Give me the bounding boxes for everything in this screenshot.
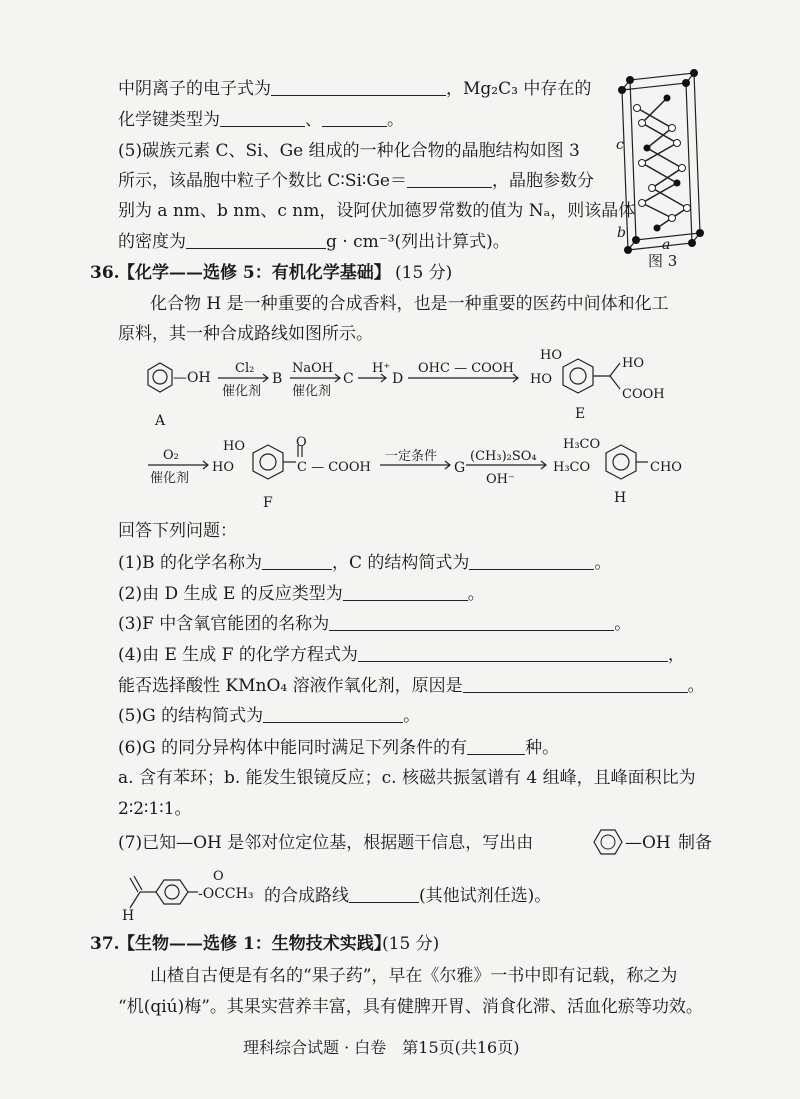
q35-line-1: 中阴离子的电子式为 ，Mg₂C₃ 中存在的	[118, 79, 592, 99]
answer-blank	[262, 553, 332, 570]
q37-para-1: 山楂自古便是有名的“果子药”，早在《尔雅》一书中即有记载，称之为	[150, 966, 678, 986]
scheme-H-cho: CHO	[650, 460, 682, 475]
scheme-catalyst-1: 催化剂	[222, 384, 262, 399]
q36-number: 36.	[90, 263, 120, 283]
scheme-me2so4: (CH₃)₂SO₄	[470, 449, 537, 464]
scheme-B: B	[272, 371, 283, 387]
q36-sub-1: (1)B 的化学名称为 ，C 的结构简式为 。	[118, 553, 612, 573]
q36-sub-7a: (7)已知—OH 是邻对位定位基，根据题干信息，写出由	[118, 833, 534, 853]
answer-blank	[358, 645, 668, 662]
answer-blank	[349, 886, 419, 903]
target-occh3: -OCCH₃	[198, 886, 254, 902]
q36-intro-2: 原料，其一种合成路线如图所示。	[118, 324, 373, 344]
scheme-E-oh: HO	[622, 356, 644, 371]
answer-blank	[186, 232, 326, 249]
q37-score: (15 分)	[382, 934, 440, 954]
answer-blank	[343, 584, 468, 601]
scheme-A-oh: —OH	[173, 370, 211, 386]
q35-line-4: 所示，该晶胞中粒子个数比 C∶Si∶Ge＝ ，晶胞参数分	[118, 171, 594, 191]
q36-score: (15 分)	[395, 263, 453, 283]
scheme-ohc-cooh: OHC — COOH	[418, 361, 514, 376]
scheme-F-o: O	[296, 435, 307, 450]
q37-number: 37.	[90, 934, 120, 954]
q37-title: 【生物——选修 1：生物技术实践】	[118, 934, 391, 954]
q35-line-5: 别为 a nm、b nm、c nm，设阿伏加德罗常数的值为 Nₐ，则该晶体	[118, 201, 636, 221]
scheme-cond: 一定条件	[385, 449, 438, 464]
scheme-label-E: E	[575, 406, 586, 422]
answer-intro: 回答下列问题：	[118, 521, 237, 541]
scheme-label-H: H	[614, 490, 627, 506]
scheme-G: G	[454, 460, 466, 476]
q36-7-prepare: 制备	[678, 833, 712, 853]
answer-blank	[271, 79, 446, 96]
axis-b-label: b	[617, 225, 626, 241]
q36-sub-4b: 能否选择酸性 KMnO₄ 溶液作氧化剂，原因是 。	[118, 676, 705, 696]
scheme-D: D	[392, 371, 404, 387]
scheme-E-cooh: COOH	[622, 387, 665, 402]
scheme-catalyst-2: 催化剂	[292, 384, 332, 399]
q35-line-2: 化学键类型为 、 。	[118, 110, 404, 130]
scheme-C: C	[343, 371, 354, 387]
target-o: O	[213, 869, 224, 884]
q36-sub-5: (5)G 的结构简式为 。	[118, 706, 421, 726]
scheme-label-A: A	[155, 413, 166, 429]
scheme-o2: O₂	[163, 448, 179, 463]
q36-sub-4: (4)由 E 生成 F 的化学方程式为 ，	[118, 645, 685, 665]
answer-blank	[469, 553, 594, 570]
scheme-H-h3co-1: H₃CO	[563, 437, 601, 452]
figure-caption: 图 3	[648, 252, 678, 270]
q36-title: 【化学——选修 5：有机化学基础】	[118, 263, 391, 283]
answer-blank	[463, 676, 688, 693]
q36-conditions-1: a. 含有苯环；b. 能发生银镜反应；c. 核磁共振氢谱有 4 组峰，且峰面积比为	[118, 768, 696, 788]
scheme-F-ho-2: HO	[212, 460, 234, 475]
q35-line-3: (5)碳族元素 C、Si、Ge 组成的一种化合物的晶胞结构如图 3	[118, 141, 580, 161]
scheme-E-ho-2: HO	[530, 372, 552, 387]
scheme-F-c-cooh: C — COOH	[297, 460, 371, 475]
answer-blank	[220, 110, 305, 127]
scheme-label-F: F	[263, 495, 273, 511]
q36-sub-7b: 的合成路线 (其他试剂任选)。	[264, 886, 552, 906]
q36-sub-6: (6)G 的同分异构体中能同时满足下列条件的有 种。	[118, 738, 560, 758]
scheme-cl2: Cl₂	[235, 361, 255, 376]
axis-a-label: a	[662, 237, 671, 253]
scheme-hplus: H⁺	[372, 361, 391, 376]
phenol-ring-inline	[590, 826, 624, 858]
q36-sub-2: (2)由 D 生成 E 的反应类型为 。	[118, 584, 485, 604]
q36-intro-1: 化合物 H 是一种重要的合成香料，也是一种重要的医药中间体和化工	[150, 294, 669, 314]
target-h: H	[122, 908, 135, 924]
page-footer: 理科综合试题 · 白卷 第15页(共16页)	[243, 1038, 520, 1057]
q35-line-6: 的密度为 g · cm⁻³(列出计算式)。	[118, 232, 510, 252]
q37-para-2: “机(qiú)梅”。其果实营养丰富，具有健脾开胃、消食化滞、活血化瘀等功效。	[118, 997, 703, 1017]
scheme-F-ho-1: HO	[223, 439, 245, 454]
scheme-H-h3co-2: H₃CO	[553, 460, 591, 475]
answer-blank	[263, 706, 403, 723]
q36-conditions-2: 2∶2∶1∶1。	[118, 799, 192, 819]
q36-sub-3: (3)F 中含氧官能团的名称为 。	[118, 614, 632, 634]
scheme-catalyst-3: 催化剂	[150, 471, 190, 486]
scheme-ohminus: OH⁻	[486, 472, 515, 487]
scheme-E-ho-1: HO	[540, 348, 562, 363]
q36-7-oh: —OH	[625, 833, 671, 853]
answer-blank	[407, 171, 492, 188]
answer-blank	[322, 110, 387, 127]
scheme-naoh: NaOH	[292, 361, 334, 376]
answer-blank	[329, 614, 614, 631]
answer-blank	[467, 738, 525, 755]
axis-c-label: c	[616, 137, 624, 153]
